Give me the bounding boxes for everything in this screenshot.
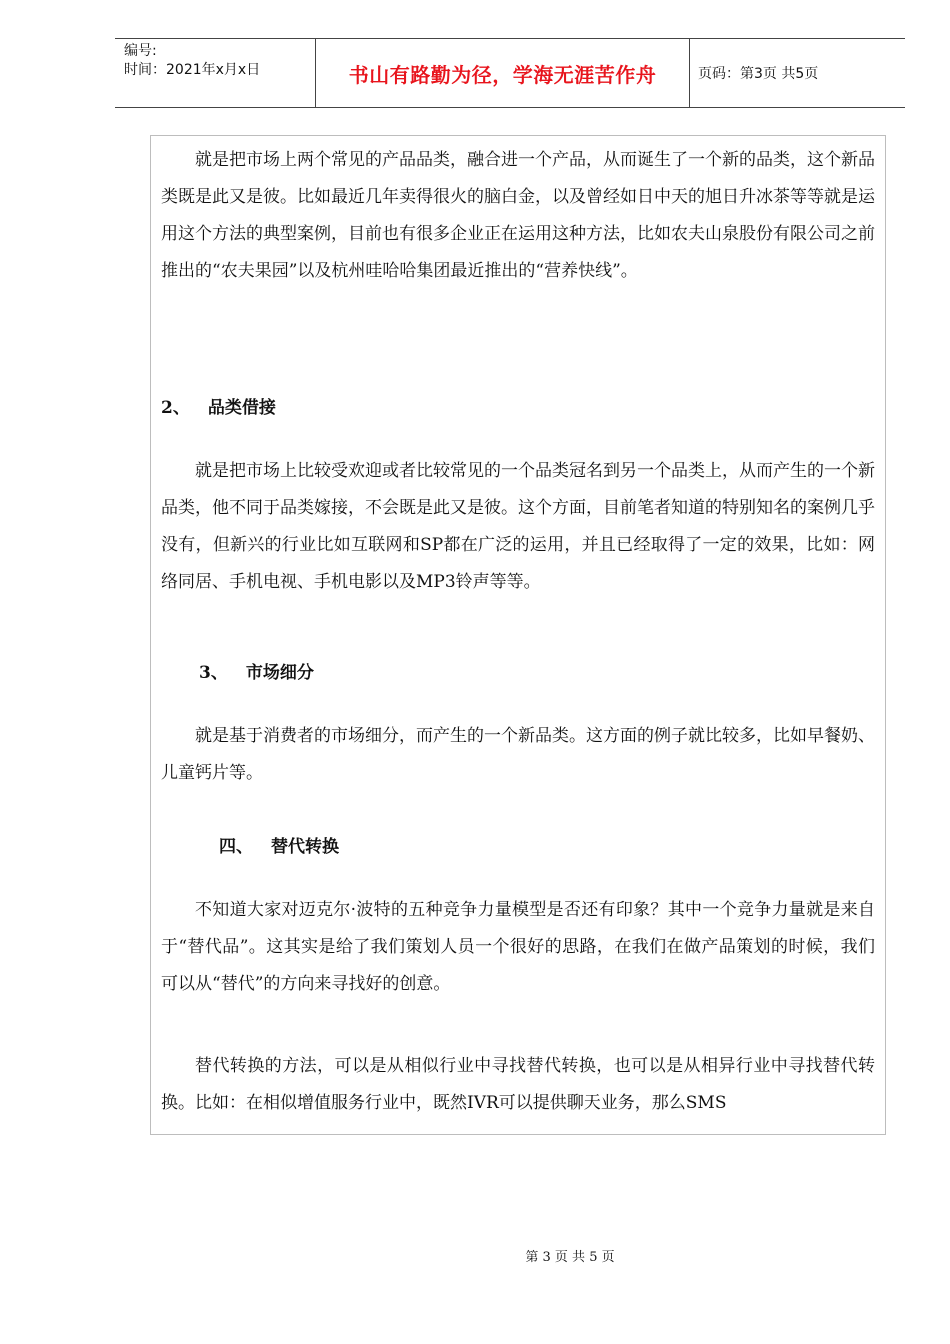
page-footer: 第 3 页 共 5 页 <box>525 1250 615 1265</box>
section-title: 品类借接 <box>207 398 276 418</box>
section-heading-3 <box>199 661 314 685</box>
section-heading-4 <box>219 835 339 859</box>
section-number: 3、 <box>199 663 228 683</box>
header-meta <box>115 39 316 107</box>
section-number: 四、 <box>219 837 253 857</box>
document-header <box>115 38 905 108</box>
section-title: 市场细分 <box>245 663 314 683</box>
section-title: 替代转换 <box>271 837 339 857</box>
time-label: 时间：2021年x月x日 <box>124 62 261 78</box>
paragraph-substitution-intro: 不知道大家对迈克尔·波特的五种竞争力量模型是否还有印象？其中一个竞争力量就是来自于“替代品”。这其实是给了我们策划人员一个很好的思路，在我们在做产品策划的时候，我们可以从“替代”的方向来寻找好的创意。 <box>161 900 875 994</box>
paragraph-market-segmentation: 就是基于消费者的市场细分，而产生的一个新品类。这方面的例子就比较多，比如早餐奶、儿童钙片等。 <box>161 726 875 783</box>
header-motto: 书山有路勤为径，学海无涯苦作舟 <box>316 39 690 107</box>
number-label: 编号: <box>124 43 157 59</box>
header-page-info: 页码：第3页 共5页 <box>698 66 819 82</box>
paragraph-substitution-method: 替代转换的方法，可以是从相似行业中寻找替代转换，也可以是从相异行业中寻找替代转换。比如：在相似增值服务行业中，既然IVR可以提供聊天业务，那么SMS <box>161 1056 875 1113</box>
paragraph-category-fusion: 就是把市场上两个常见的产品品类，融合进一个产品，从而诞生了一个新的品类，这个新品类既是此又是彼。比如最近几年卖得很火的脑白金，以及曾经如日中天的旭日升冰茶等等就是运用这个方法的典型案例，目前也有很多企业正在运用这种方法，比如农夫山泉股份有限公司之前推出的“农夫果园”以及杭州哇哈哈集团最近推出的“营养快线”。 <box>161 150 875 281</box>
section-heading-2 <box>161 396 276 420</box>
content-box <box>150 135 886 1135</box>
paragraph-category-borrowing: 就是把市场上比较受欢迎或者比较常见的一个品类冠名到另一个品类上，从而产生的一个新品类，他不同于品类嫁接，不会既是此又是彼。这个方面，目前笔者知道的特别知名的案例几乎没有，但新兴的行业比如互联网和SP都在广泛的运用，并且已经取得了一定的效果，比如：网络同居、手机电视、手机电影以及MP3铃声等等。 <box>161 461 875 592</box>
section-number: 2、 <box>161 398 190 418</box>
